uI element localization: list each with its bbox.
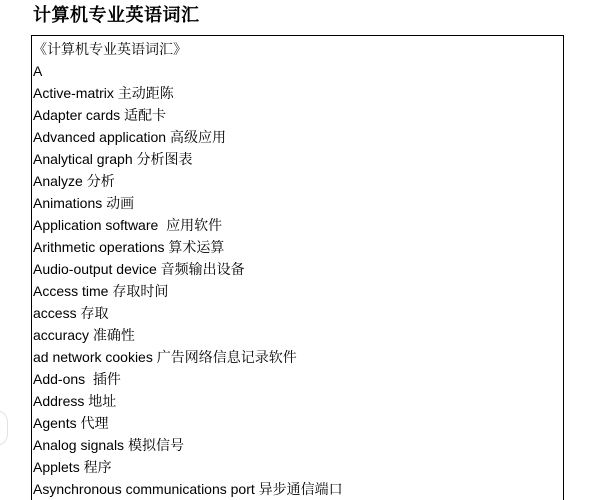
entry-item: Audio-output device 音频输出设备 — [33, 261, 245, 277]
entry-item: Applets 程序 — [33, 459, 112, 475]
entry-item: Analog signals 模拟信号 — [33, 437, 184, 453]
entry-item: Analyze 分析 — [33, 173, 115, 189]
entry-item: Address 地址 — [33, 393, 117, 409]
entry-item: Agents 代理 — [33, 415, 109, 431]
entry-list — [32, 36, 563, 500]
side-scroll-handle[interactable] — [0, 410, 8, 446]
entry-item: Arithmetic operations 算术运算 — [33, 239, 225, 255]
entry-item: Access time 存取时间 — [33, 283, 169, 299]
entry-item: Advanced application 高级应用 — [33, 129, 226, 145]
entry-item: accuracy 准确性 — [33, 327, 135, 343]
page-title: 计算机专业英语词汇 — [33, 5, 200, 26]
entry-item: Active-matrix 主动距陈 — [33, 85, 174, 101]
vocabulary-box — [31, 35, 564, 500]
entry-heading: 《计算机专业英语词汇》 — [33, 41, 187, 57]
entry-item: Analytical graph 分析图表 — [33, 151, 193, 167]
entry-item: ad network cookies 广告网络信息记录软件 — [33, 349, 297, 365]
entry-item: Application software 应用软件 — [33, 217, 223, 233]
entry-letter-a: A — [33, 63, 43, 79]
entry-item: Animations 动画 — [33, 195, 135, 211]
entry-item: access 存取 — [33, 305, 109, 321]
entry-item: Asynchronous communications port 异步通信端口 — [33, 481, 343, 497]
entry-item: Add-ons 插件 — [33, 371, 121, 387]
entry-item: Adapter cards 适配卡 — [33, 107, 167, 123]
